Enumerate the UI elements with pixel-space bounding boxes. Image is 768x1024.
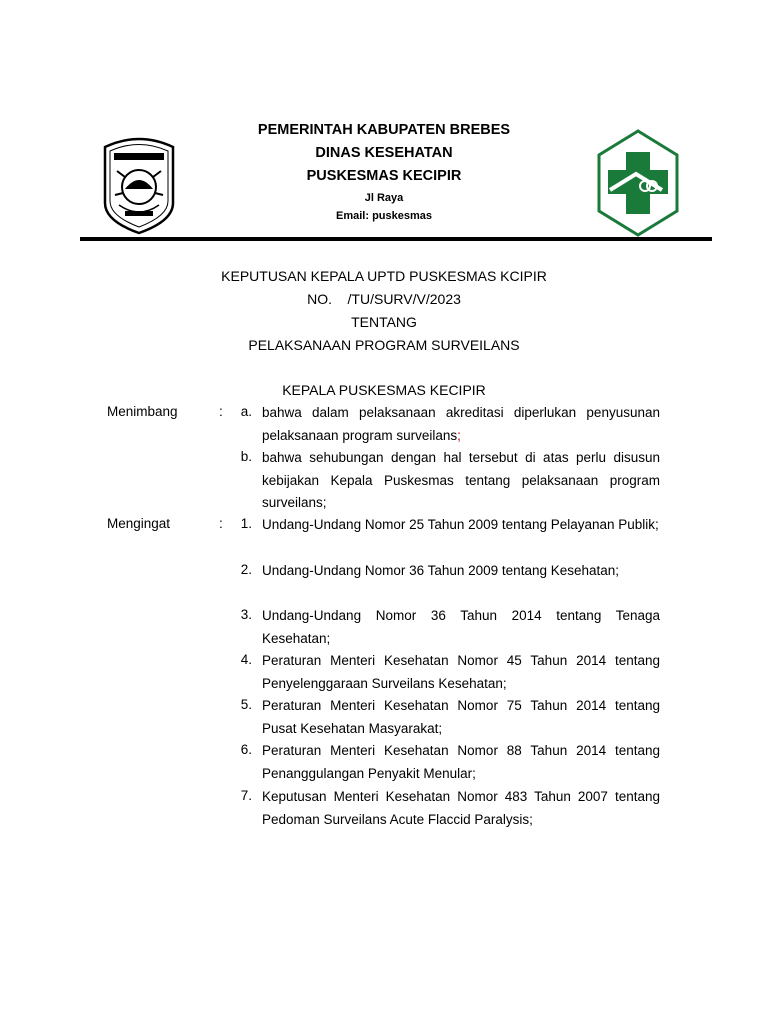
menimbang-colon: : [219, 404, 223, 419]
mengingat-marker: 2. [240, 562, 252, 577]
mengingat-item: Peraturan Menteri Kesehatan Nomor 75 Tahun 2014 tentang Pusat Kesehatan Masyarakat; [262, 698, 660, 736]
menimbang-label: Menimbang [107, 404, 178, 419]
header-divider [80, 237, 712, 241]
menimbang-item: bahwa sehubungan dengan hal tersebut di atas perlu disusun kebijakan Kepala Puskesmas tentang pelaksanaan program surveilans; [262, 450, 660, 510]
header-email: Email: puskesmas [336, 210, 432, 222]
mengingat-marker: 5. [240, 697, 252, 712]
mengingat-label: Mengingat [107, 516, 171, 531]
mengingat-item: Undang-Undang Nomor 36 Tahun 2014 tentang Tenaga Kesehatan; [262, 608, 660, 646]
mengingat-item: Peraturan Menteri Kesehatan Nomor 45 Tahun 2014 tentang Penyelenggaraan Surveilans Kesehatan; [262, 653, 660, 691]
header-puskesmas: PUSKESMAS KECIPIR [306, 168, 462, 184]
mengingat-marker: 4. [240, 652, 252, 667]
mengingat-marker: 7. [240, 788, 252, 803]
mengingat-item: Undang-Undang Nomor 25 Tahun 2009 tentang Pelayanan Publik; [262, 517, 659, 532]
header-address: Jl Raya [364, 192, 404, 204]
decree-title: KEPUTUSAN KEPALA UPTD PUSKESMAS KCIPIR [221, 268, 547, 284]
menimbang-item: bahwa dalam pelaksanaan akreditasi diperlukan penyusunan pelaksanaan program surveilans; [262, 405, 660, 443]
decree-issuer: KEPALA PUSKESMAS KECIPIR [282, 382, 486, 398]
header-government: PEMERINTAH KABUPATEN BREBES [257, 122, 511, 138]
menimbang-marker: a. [240, 404, 252, 419]
menimbang-marker: b. [240, 449, 252, 464]
mengingat-item: Peraturan Menteri Kesehatan Nomor 88 Tahun 2014 tentang Penanggulangan Penyakit Menular; [262, 743, 660, 781]
mengingat-marker: 3. [240, 607, 252, 622]
mengingat-marker: 6. [240, 742, 252, 757]
mengingat-marker: 1. [240, 516, 252, 531]
decree-about-label: TENTANG [351, 314, 417, 330]
mengingat-item: Keputusan Menteri Kesehatan Nomor 483 Tahun 2007 tentang Pedoman Surveilans Acute Flaccid Paralysis; [262, 789, 660, 827]
decree-subject: PELAKSANAAN PROGRAM SURVEILANS [248, 337, 520, 353]
mengingat-item: Undang-Undang Nomor 36 Tahun 2009 tentang Kesehatan; [262, 563, 620, 578]
mengingat-colon: : [219, 516, 223, 531]
header-department: DINAS KESEHATAN [315, 145, 453, 161]
decree-number: NO. /TU/SURV/V/2023 [307, 291, 461, 307]
